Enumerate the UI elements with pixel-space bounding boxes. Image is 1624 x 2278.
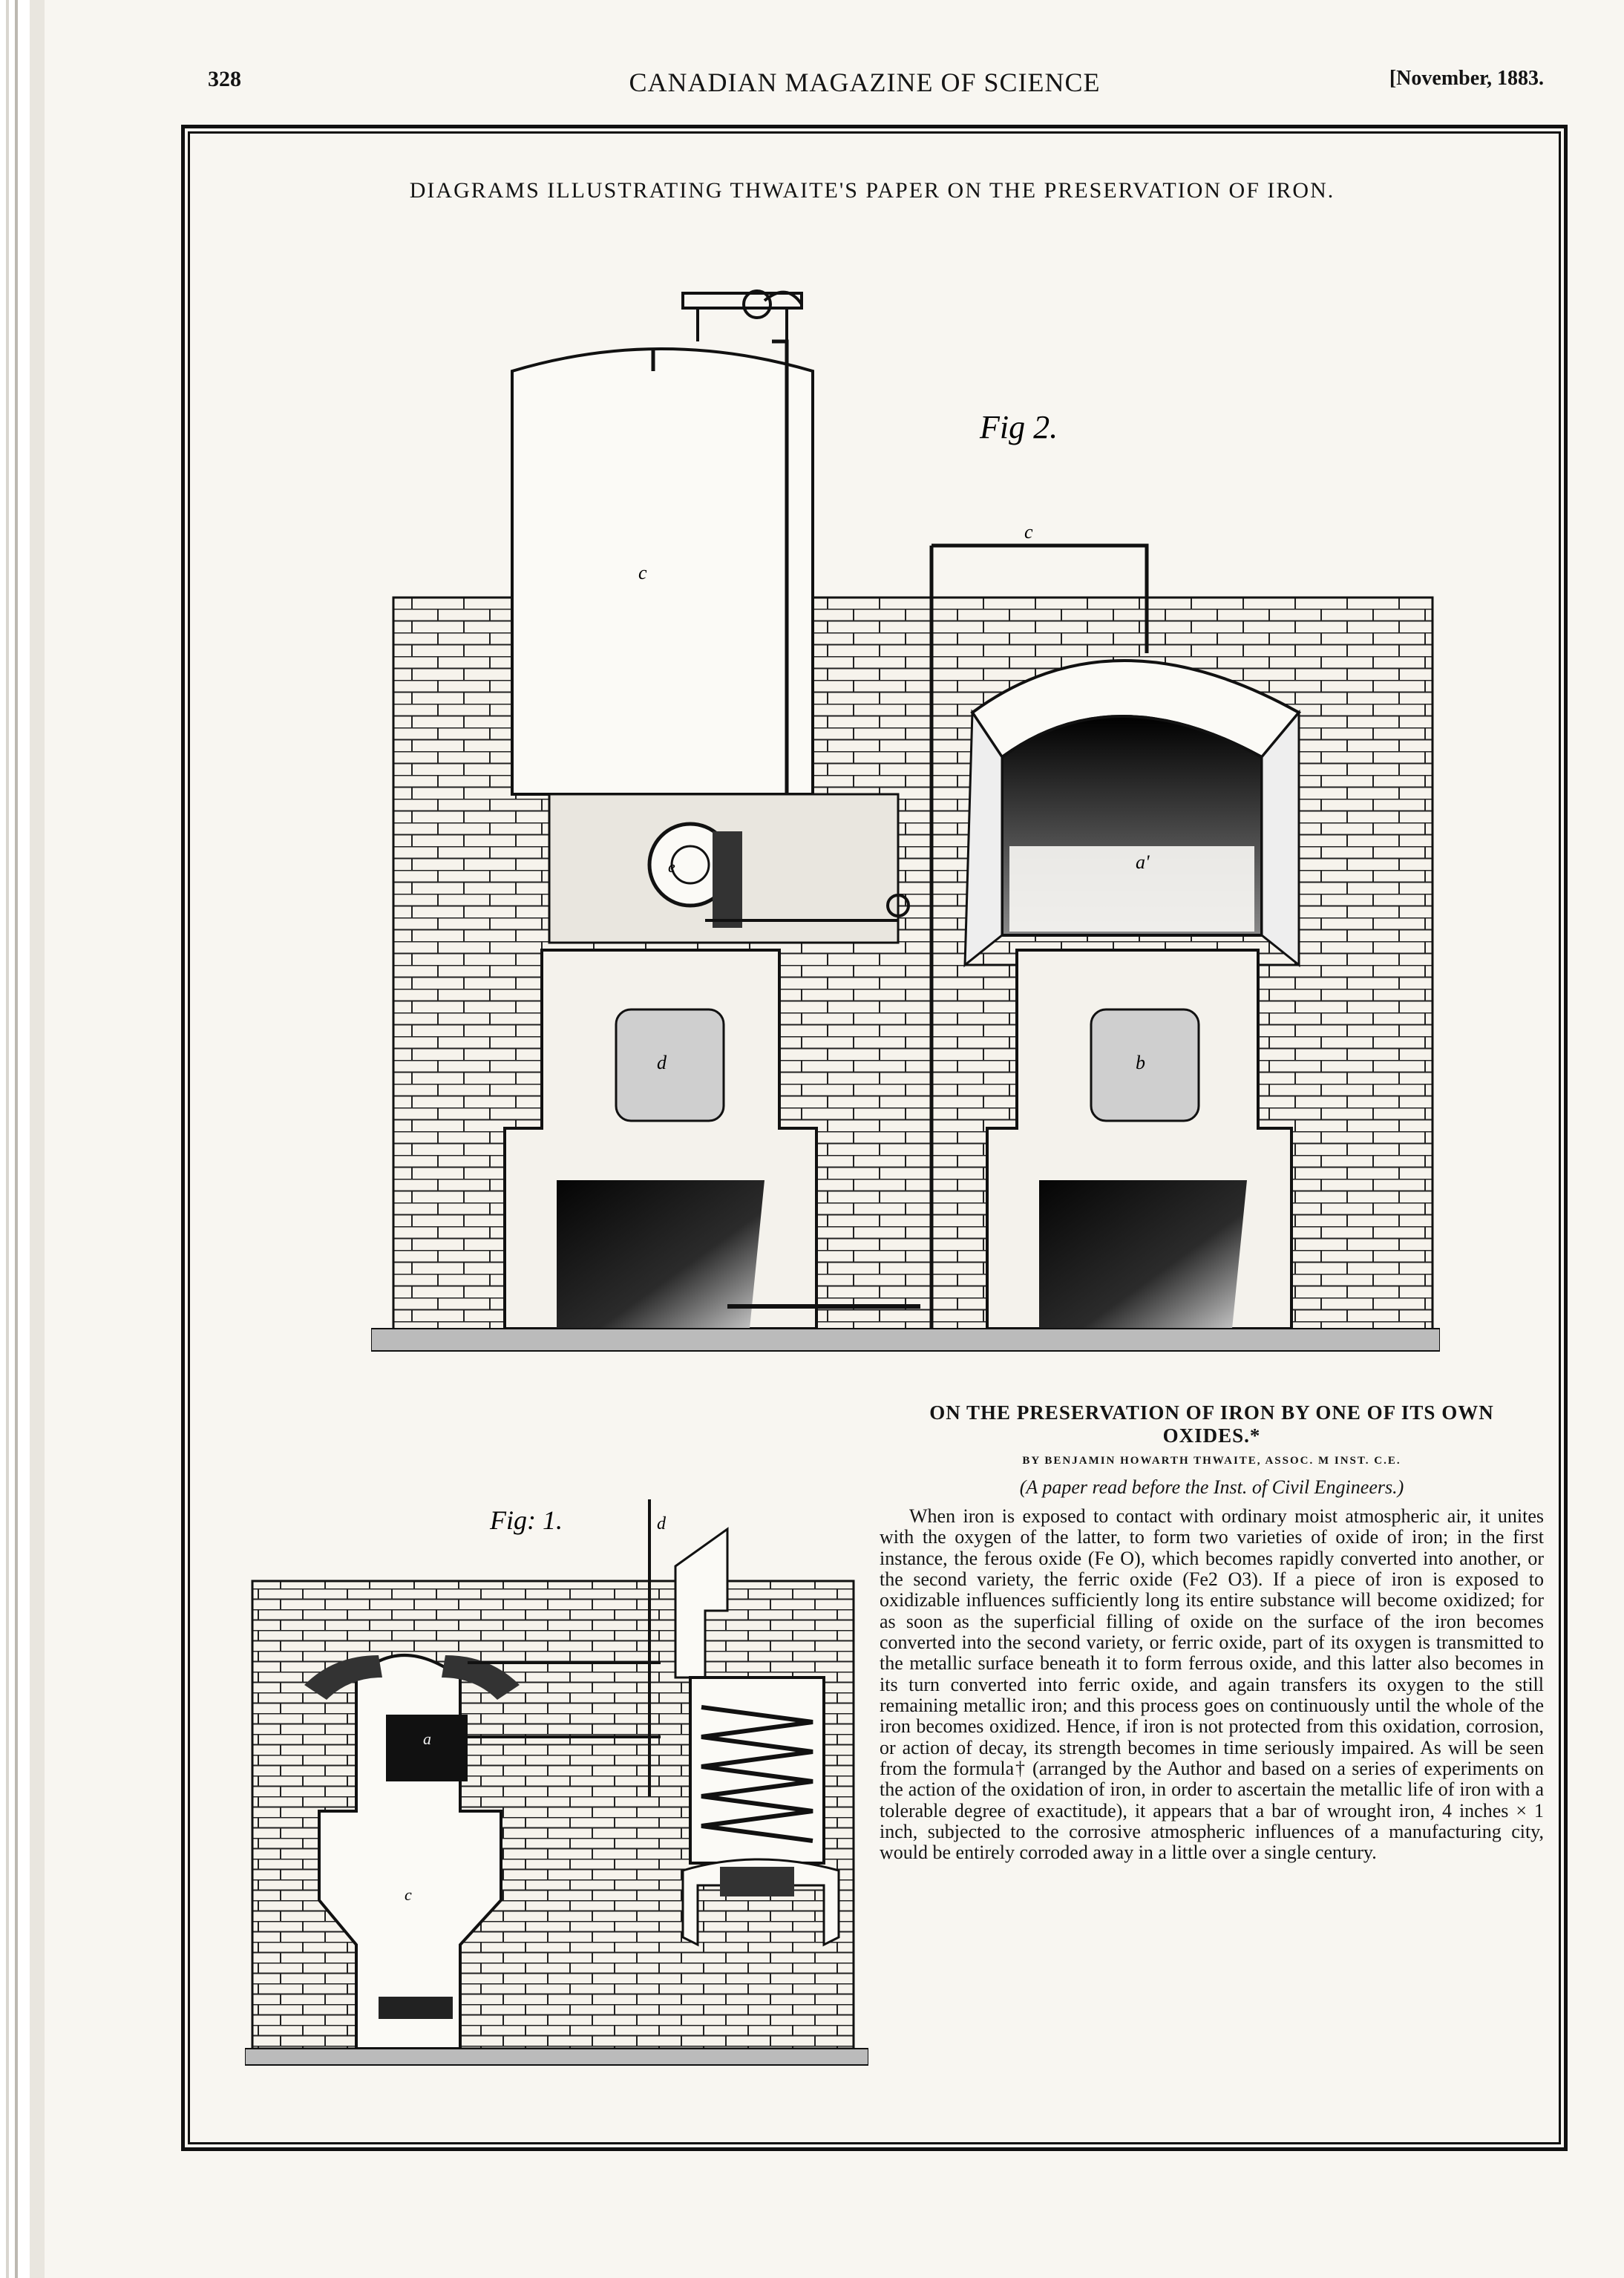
fig2-letter-c-tank: c (638, 562, 647, 583)
article (880, 1401, 1544, 1864)
fig2-letter-c-pipe: c (1024, 521, 1033, 543)
plate-title: DIAGRAMS ILLUSTRATING THWAITE'S PAPER ON THE PRESERVATION OF IRON. (409, 178, 1335, 203)
fig1-letter-d: d (657, 1514, 666, 1534)
fig2-letter-a-prime: a' (1136, 851, 1150, 873)
fig2-illustration (371, 252, 1440, 1366)
issue-date: [November, 1883. (1389, 67, 1544, 90)
page-number: 328 (208, 67, 241, 91)
article-byline: BY BENJAMIN HOWARTH THWAITE, ASSOC. M INST. C.E. (1022, 1455, 1401, 1467)
fig2-label: Fig 2. (980, 409, 1058, 445)
article-title: ON THE PRESERVATION OF IRON BY ONE OF ITS OWN OXIDES.* (929, 1401, 1494, 1447)
water-tank (512, 349, 813, 794)
fig1-letter-c: c (405, 1885, 412, 1904)
article-note: (A paper read before the Inst. of Civil Engineers.) (1019, 1476, 1404, 1499)
page-header (171, 67, 1559, 96)
magazine-title: CANADIAN MAGAZINE OF SCIENCE (629, 68, 1101, 97)
fig1-illustration (245, 1485, 868, 2078)
fig1-letter-a: a (423, 1729, 431, 1748)
article-body: When iron is exposed to contact with ordinary moist atmospheric air, it unites with the oxygen of the latter, to form two varieties of oxide of iron; in the first instance, the ferous oxide (Fe O), which becomes rapidly converted into another, or the second variety, the ferric oxide (Fe2 O3). If a piece of iron is exposed to oxidizable influences sufficiently long its entire substance will become oxidized; for as soon as the superficial filling of oxide on the surface of the iron becomes converted into the second variety, or ferric oxide, part of its oxygen is transmitted to the metallic surface beneath it to form ferrous oxide, and this latter also becomes in its turn converted into ferric oxide, and again transfers its oxygen to the still remaining metallic iron; and this process goes on continuously until the whole of the iron becomes oxidized. Hence, if iron is not protected from this oxidation, corrosion, or action of decay, its strength becomes in time seriously impaired. As will be seen from the formula† (arranged by the Author and based on a series of experiments on the action of the oxidation of iron, in order to ascertain the metallic life of iron with a tolerable degree of exactitude), it appears that a bar of wrought iron, 4 inches × 1 inch, subjected to the corrosive atmospheric influences of a manufacturing city, would be entirely corroded away in a little over a single century. (880, 1505, 1544, 1864)
fig2-letter-b: b (1136, 1052, 1145, 1073)
fig2-letter-d: d (657, 1052, 667, 1073)
page-binding-edge (0, 0, 45, 2278)
fig2-letter-e: e (668, 857, 675, 876)
fig1-label: Fig: 1. (490, 1505, 563, 1535)
